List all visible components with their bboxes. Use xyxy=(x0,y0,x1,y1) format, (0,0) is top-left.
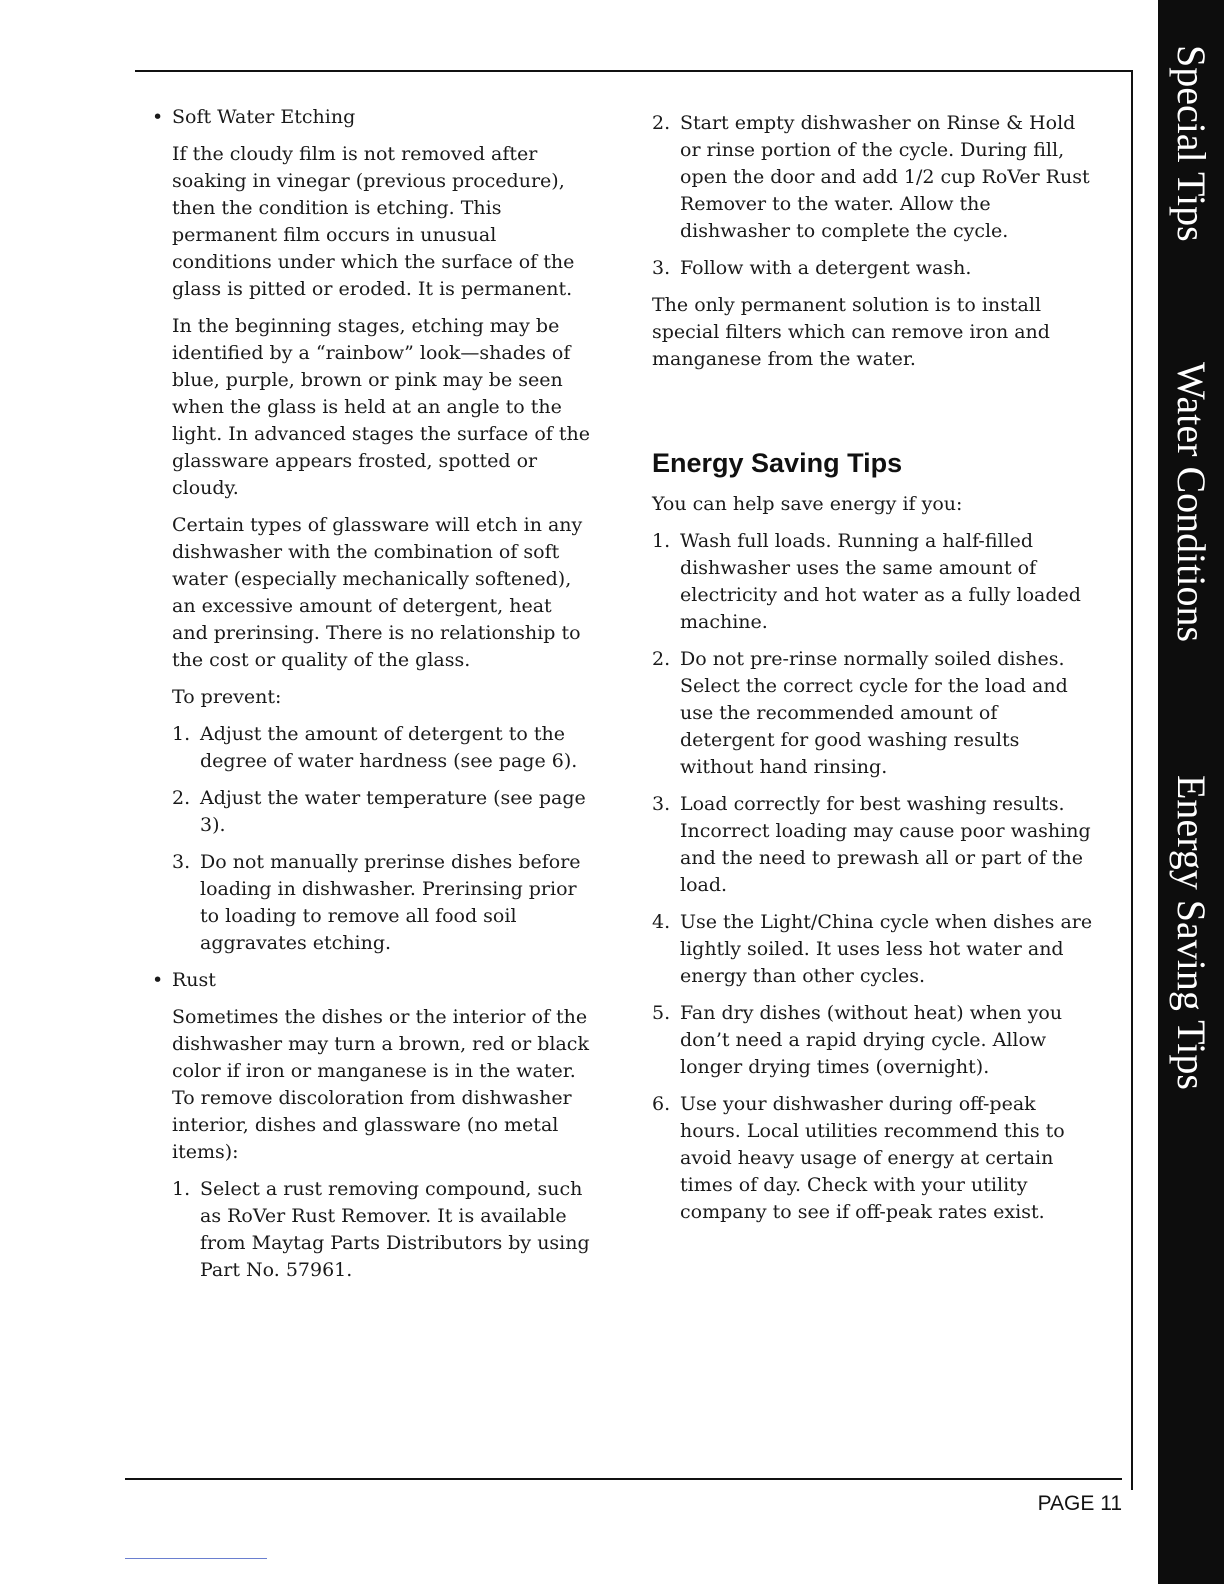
step-number: 3. xyxy=(652,257,671,279)
paragraph: In the beginning stages, etching may be identified by a “rainbow” look—shades of blue, purple, brown or pink may be seen when the glass is held at an angle to the light. In advanced stages the surface of the glassware appears frosted, spotted or cloudy. xyxy=(172,315,590,499)
soft-water-etching-title: • Soft Water Etching xyxy=(150,104,590,131)
step-text: Use your dishwasher during off-peak hours. Local utilities recommend this to avoid heavy usage of energy at certain times of day. Check with your utility company to see if off-peak rates exist. xyxy=(680,1093,1065,1223)
step-number: 3. xyxy=(172,851,191,873)
list-item xyxy=(652,255,1097,282)
energy-saving-heading: Energy Saving Tips xyxy=(652,448,903,478)
step-text: Do not manually prerinse dishes before loading in dishwasher. Prerinsing prior to loading to remove all food soil aggravates etching. xyxy=(200,851,581,954)
step-number: 1. xyxy=(652,530,671,552)
left-column xyxy=(150,104,590,1294)
side-tab-special-tips: Special Tips xyxy=(1169,44,1214,242)
prevent-steps xyxy=(172,721,590,957)
step-number: 1. xyxy=(172,1178,191,1200)
step-text: Fan dry dishes (without heat) when you don’t need a rapid drying cycle. Allow longer drying times (overnight). xyxy=(680,1002,1063,1078)
step-text: Start empty dishwasher on Rinse & Hold or rinse portion of the cycle. During fill, open the door and add 1/2 cup RoVer Rust Remover to the water. Allow the dishwasher to complete the cycle. xyxy=(680,112,1090,242)
step-number: 2. xyxy=(652,648,671,670)
step-number: 5. xyxy=(652,1002,671,1024)
step-text: Wash full loads. Running a half-filled dishwasher uses the same amount of electricity and hot water as a fully loaded machine. xyxy=(680,530,1081,633)
step-text: Do not pre-rinse normally soiled dishes. Select the correct cycle for the load and use the recommended amount of detergent for good washing results without hand rinsing. xyxy=(680,648,1068,778)
step-number: 4. xyxy=(652,911,671,933)
paragraph: Sometimes the dishes or the interior of the dishwasher may turn a brown, red or black color if iron or manganese is in the water. To remove discoloration from dishwasher interior, dishes and glassware (no metal items): xyxy=(172,1006,589,1163)
step-number: 2. xyxy=(652,112,671,134)
list-item xyxy=(652,1091,1097,1226)
step-number: 3. xyxy=(652,793,671,815)
top-rule xyxy=(135,70,1132,72)
step-number: 2. xyxy=(172,787,191,809)
list-item xyxy=(652,110,1097,245)
list-item xyxy=(652,791,1097,899)
prevent-label: To prevent: xyxy=(172,686,282,708)
side-tab-energy-saving-tips: Energy Saving Tips xyxy=(1169,775,1214,1090)
paragraph: If the cloudy film is not removed after soaking in vinegar (previous procedure), then the condition is etching. This permanent film occurs in unusual conditions under which the surface of the glass is pitted or eroded. It is permanent. xyxy=(172,143,575,300)
page-number: PAGE 11 xyxy=(1037,1492,1122,1515)
step-text: Follow with a detergent wash. xyxy=(680,257,972,279)
right-rule xyxy=(1131,70,1133,1490)
step-text: Load correctly for best washing results. Incorrect loading may cause poor washing and the need to prewash all or part of the load. xyxy=(680,793,1091,896)
step-text: Select a rust removing compound, such as RoVer Rust Remover. It is available from Maytag Parts Distributors by using Part No. 57961. xyxy=(200,1178,590,1281)
rust-steps-continued xyxy=(652,110,1097,282)
side-tab-water-conditions: Water Conditions xyxy=(1169,362,1214,643)
soft-water-etching-body xyxy=(172,141,590,957)
step-number: 1. xyxy=(172,723,191,745)
list-item xyxy=(172,721,590,775)
energy-steps xyxy=(652,528,1097,1226)
rust-closing-paragraph: The only permanent solution is to install special filters which can remove iron and manganese from the water. xyxy=(652,294,1050,370)
rust-title: • Rust xyxy=(150,967,590,994)
step-text: Adjust the water temperature (see page 3). xyxy=(200,787,586,836)
list-item xyxy=(652,528,1097,636)
list-item xyxy=(652,909,1097,990)
bottom-rule xyxy=(125,1478,1122,1480)
footer-accent-line xyxy=(125,1558,267,1559)
rust-body xyxy=(172,1004,590,1284)
list-item xyxy=(172,1176,590,1284)
list-item xyxy=(172,785,590,839)
list-item xyxy=(652,1000,1097,1081)
list-item xyxy=(172,849,590,957)
rust-steps xyxy=(172,1176,590,1284)
list-item xyxy=(652,646,1097,781)
section-side-tab xyxy=(1158,0,1224,1584)
step-text: Use the Light/China cycle when dishes are lightly soiled. It uses less hot water and energy than other cycles. xyxy=(680,911,1093,987)
energy-intro: You can help save energy if you: xyxy=(652,493,963,515)
right-column xyxy=(652,110,1097,1236)
paragraph: Certain types of glassware will etch in any dishwasher with the combination of soft water (especially mechanically softened), an excessive amount of detergent, heat and prerinsing. There is no relationship to the cost or quality of the glass. xyxy=(172,514,583,671)
step-text: Adjust the amount of detergent to the degree of water hardness (see page 6). xyxy=(200,723,578,772)
step-number: 6. xyxy=(652,1093,671,1115)
